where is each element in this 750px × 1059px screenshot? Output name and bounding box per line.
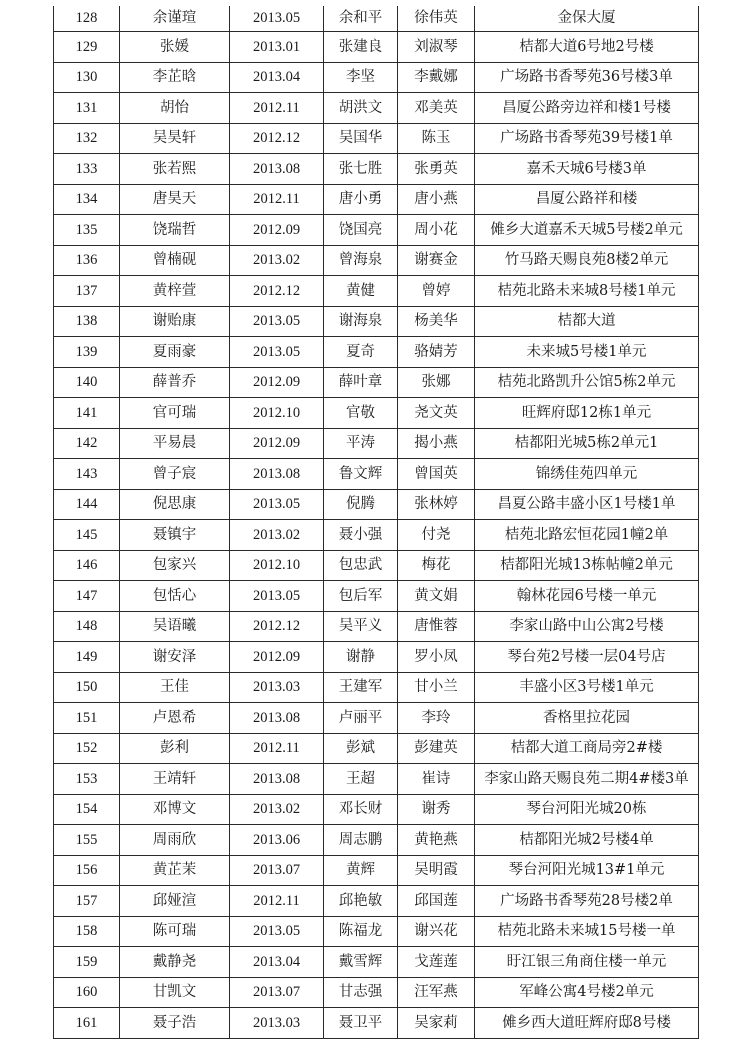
mother-name-cell: 骆婧芳 — [398, 337, 475, 368]
mother-name-cell: 谢秀 — [398, 794, 475, 825]
mother-name-cell: 徐伟英 — [398, 6, 475, 32]
row-number-cell: 148 — [54, 611, 120, 642]
table-row — [54, 306, 699, 337]
mother-name-cell: 李玲 — [398, 703, 475, 734]
child-name-cell: 倪思康 — [120, 489, 230, 520]
row-number-cell: 131 — [54, 93, 120, 124]
mother-name-cell: 甘小兰 — [398, 672, 475, 703]
table-row — [54, 764, 699, 795]
birth-date-cell: 2013.03 — [230, 672, 324, 703]
row-number-cell: 136 — [54, 245, 120, 276]
father-name-cell: 胡洪文 — [324, 93, 398, 124]
row-number-cell: 156 — [54, 855, 120, 886]
father-name-cell: 邓长财 — [324, 794, 398, 825]
row-number-cell: 146 — [54, 550, 120, 581]
row-number-cell: 154 — [54, 794, 120, 825]
mother-name-cell: 揭小燕 — [398, 428, 475, 459]
row-number-cell: 160 — [54, 977, 120, 1008]
father-name-cell: 甘志强 — [324, 977, 398, 1008]
father-name-cell: 张七胜 — [324, 154, 398, 185]
mother-name-cell: 尧文英 — [398, 398, 475, 429]
home-address-cell: 广场路书香琴苑39号楼1单 — [475, 123, 699, 154]
table-row — [54, 215, 699, 246]
row-number-cell: 130 — [54, 62, 120, 93]
father-name-cell: 黄健 — [324, 276, 398, 307]
birth-date-cell: 2013.01 — [230, 32, 324, 63]
birth-date-cell: 2013.08 — [230, 459, 324, 490]
home-address-cell: 昌厦公路旁边祥和楼1号楼 — [475, 93, 699, 124]
birth-date-cell: 2013.05 — [230, 306, 324, 337]
table-row — [54, 398, 699, 429]
father-name-cell: 鲁文辉 — [324, 459, 398, 490]
row-number-cell: 139 — [54, 337, 120, 368]
row-number-cell: 147 — [54, 581, 120, 612]
mother-name-cell: 陈玉 — [398, 123, 475, 154]
birth-date-cell: 2013.08 — [230, 154, 324, 185]
father-name-cell: 平涛 — [324, 428, 398, 459]
birth-date-cell: 2012.12 — [230, 123, 324, 154]
home-address-cell: 傩乡大道嘉禾天城5号楼2单元 — [475, 215, 699, 246]
birth-date-cell: 2013.02 — [230, 794, 324, 825]
father-name-cell: 吴平义 — [324, 611, 398, 642]
child-name-cell: 夏雨豪 — [120, 337, 230, 368]
birth-date-cell: 2012.10 — [230, 550, 324, 581]
row-number-cell: 153 — [54, 764, 120, 795]
father-name-cell: 黄辉 — [324, 855, 398, 886]
home-address-cell: 竹马路天赐良苑8楼2单元 — [475, 245, 699, 276]
home-address-cell: 桔都阳光城2号楼4单 — [475, 825, 699, 856]
birth-date-cell: 2012.09 — [230, 367, 324, 398]
row-number-cell: 159 — [54, 947, 120, 978]
child-name-cell: 周雨欣 — [120, 825, 230, 856]
table-row — [54, 611, 699, 642]
mother-name-cell: 戈莲莲 — [398, 947, 475, 978]
mother-name-cell: 谢赛金 — [398, 245, 475, 276]
row-number-cell: 151 — [54, 703, 120, 734]
row-number-cell: 157 — [54, 886, 120, 917]
table-row — [54, 703, 699, 734]
row-number-cell: 144 — [54, 489, 120, 520]
table-row — [54, 367, 699, 398]
birth-date-cell: 2013.08 — [230, 764, 324, 795]
row-number-cell: 158 — [54, 916, 120, 947]
row-number-cell: 135 — [54, 215, 120, 246]
table-row — [54, 794, 699, 825]
table-row — [54, 581, 699, 612]
row-number-cell: 128 — [54, 6, 120, 32]
home-address-cell: 嘉禾天城6号楼3单 — [475, 154, 699, 185]
child-name-cell: 聂镇宇 — [120, 520, 230, 551]
table-row — [54, 733, 699, 764]
father-name-cell: 谢海泉 — [324, 306, 398, 337]
row-number-cell: 150 — [54, 672, 120, 703]
mother-name-cell: 谢兴花 — [398, 916, 475, 947]
mother-name-cell: 黄文娟 — [398, 581, 475, 612]
birth-date-cell: 2013.03 — [230, 1008, 324, 1039]
table-row — [54, 977, 699, 1008]
mother-name-cell: 彭建英 — [398, 733, 475, 764]
home-address-cell: 翰林花园6号楼一单元 — [475, 581, 699, 612]
birth-date-cell: 2012.09 — [230, 215, 324, 246]
home-address-cell: 桔都阳光城13栋帖幢2单元 — [475, 550, 699, 581]
table-row — [54, 428, 699, 459]
home-address-cell: 桔苑北路未来城8号楼1单元 — [475, 276, 699, 307]
row-number-cell: 133 — [54, 154, 120, 185]
table-row — [54, 550, 699, 581]
birth-date-cell: 2013.05 — [230, 6, 324, 32]
child-name-cell: 戴静尧 — [120, 947, 230, 978]
table-row — [54, 6, 699, 32]
home-address-cell: 桔苑北路凯升公馆5栋2单元 — [475, 367, 699, 398]
home-address-cell: 盱江银三角商住楼一单元 — [475, 947, 699, 978]
father-name-cell: 包后军 — [324, 581, 398, 612]
table-row — [54, 337, 699, 368]
home-address-cell: 昌夏公路丰盛小区1号楼1单 — [475, 489, 699, 520]
father-name-cell: 李坚 — [324, 62, 398, 93]
father-name-cell: 戴雪辉 — [324, 947, 398, 978]
child-name-cell: 余谨瑄 — [120, 6, 230, 32]
home-address-cell: 广场路书香琴苑28号楼2单 — [475, 886, 699, 917]
home-address-cell: 傩乡西大道旺辉府邸8号楼 — [475, 1008, 699, 1039]
table-row — [54, 672, 699, 703]
birth-date-cell: 2012.11 — [230, 886, 324, 917]
child-name-cell: 饶瑞哲 — [120, 215, 230, 246]
child-name-cell: 吴语曦 — [120, 611, 230, 642]
table-row — [54, 459, 699, 490]
child-name-cell: 黄梓萱 — [120, 276, 230, 307]
child-name-cell: 包家兴 — [120, 550, 230, 581]
child-name-cell: 张媛 — [120, 32, 230, 63]
home-address-cell: 李家山路天赐良苑二期4#楼3单 — [475, 764, 699, 795]
child-name-cell: 曾子宸 — [120, 459, 230, 490]
mother-name-cell: 吴明霞 — [398, 855, 475, 886]
child-name-cell: 甘凯文 — [120, 977, 230, 1008]
mother-name-cell: 刘淑琴 — [398, 32, 475, 63]
child-name-cell: 陈可瑞 — [120, 916, 230, 947]
father-name-cell: 夏奇 — [324, 337, 398, 368]
row-number-cell: 140 — [54, 367, 120, 398]
child-name-cell: 邓博文 — [120, 794, 230, 825]
home-address-cell: 桔都阳光城5栋2单元1 — [475, 428, 699, 459]
mother-name-cell: 张林婷 — [398, 489, 475, 520]
roster-body — [54, 6, 699, 1038]
row-number-cell: 138 — [54, 306, 120, 337]
birth-date-cell: 2012.11 — [230, 733, 324, 764]
mother-name-cell: 罗小凤 — [398, 642, 475, 673]
row-number-cell: 149 — [54, 642, 120, 673]
home-address-cell: 李家山路中山公寓2号楼 — [475, 611, 699, 642]
row-number-cell: 134 — [54, 184, 120, 215]
home-address-cell: 琴台河阳光城13#1单元 — [475, 855, 699, 886]
home-address-cell: 旺辉府邸12栋1单元 — [475, 398, 699, 429]
row-number-cell: 137 — [54, 276, 120, 307]
home-address-cell: 广场路书香琴苑36号楼3单 — [475, 62, 699, 93]
father-name-cell: 张建良 — [324, 32, 398, 63]
father-name-cell: 饶国亮 — [324, 215, 398, 246]
mother-name-cell: 周小花 — [398, 215, 475, 246]
child-name-cell: 卢恩希 — [120, 703, 230, 734]
row-number-cell: 155 — [54, 825, 120, 856]
table-row — [54, 62, 699, 93]
birth-date-cell: 2013.07 — [230, 977, 324, 1008]
home-address-cell: 香格里拉花园 — [475, 703, 699, 734]
birth-date-cell: 2013.05 — [230, 916, 324, 947]
table-row — [54, 947, 699, 978]
father-name-cell: 周志鹏 — [324, 825, 398, 856]
table-row — [54, 32, 699, 63]
table-row — [54, 642, 699, 673]
child-name-cell: 平易晨 — [120, 428, 230, 459]
birth-date-cell: 2012.10 — [230, 398, 324, 429]
child-name-cell: 胡怡 — [120, 93, 230, 124]
child-name-cell: 谢贻康 — [120, 306, 230, 337]
mother-name-cell: 张娜 — [398, 367, 475, 398]
child-name-cell: 薛普乔 — [120, 367, 230, 398]
home-address-cell: 桔都大道工商局旁2#楼 — [475, 733, 699, 764]
mother-name-cell: 唐惟蓉 — [398, 611, 475, 642]
child-name-cell: 官可瑞 — [120, 398, 230, 429]
table-row — [54, 520, 699, 551]
mother-name-cell: 汪军燕 — [398, 977, 475, 1008]
birth-date-cell: 2013.06 — [230, 825, 324, 856]
table-row — [54, 489, 699, 520]
birth-date-cell: 2012.09 — [230, 642, 324, 673]
mother-name-cell: 梅花 — [398, 550, 475, 581]
table-row — [54, 1008, 699, 1039]
child-name-cell: 王靖轩 — [120, 764, 230, 795]
mother-name-cell: 付尧 — [398, 520, 475, 551]
birth-date-cell: 2013.04 — [230, 62, 324, 93]
mother-name-cell: 邓美英 — [398, 93, 475, 124]
home-address-cell: 昌厦公路祥和楼 — [475, 184, 699, 215]
home-address-cell: 桔苑北路未来城15号楼一单 — [475, 916, 699, 947]
mother-name-cell: 曾婷 — [398, 276, 475, 307]
home-address-cell: 桔苑北路宏恒花园1幢2单 — [475, 520, 699, 551]
birth-date-cell: 2012.12 — [230, 611, 324, 642]
birth-date-cell: 2013.05 — [230, 581, 324, 612]
father-name-cell: 王建军 — [324, 672, 398, 703]
father-name-cell: 吴国华 — [324, 123, 398, 154]
home-address-cell: 桔都大道6号地2号楼 — [475, 32, 699, 63]
home-address-cell: 琴台河阳光城20栋 — [475, 794, 699, 825]
table-row — [54, 184, 699, 215]
father-name-cell: 谢静 — [324, 642, 398, 673]
row-number-cell: 142 — [54, 428, 120, 459]
row-number-cell: 152 — [54, 733, 120, 764]
table-row — [54, 123, 699, 154]
father-name-cell: 王超 — [324, 764, 398, 795]
birth-date-cell: 2012.09 — [230, 428, 324, 459]
birth-date-cell: 2013.02 — [230, 245, 324, 276]
table-row — [54, 154, 699, 185]
child-name-cell: 黄芷茉 — [120, 855, 230, 886]
birth-date-cell: 2013.07 — [230, 855, 324, 886]
home-address-cell: 桔都大道 — [475, 306, 699, 337]
father-name-cell: 包忠武 — [324, 550, 398, 581]
mother-name-cell: 曾国英 — [398, 459, 475, 490]
birth-date-cell: 2013.08 — [230, 703, 324, 734]
birth-date-cell: 2013.05 — [230, 337, 324, 368]
home-address-cell: 锦绣佳苑四单元 — [475, 459, 699, 490]
child-name-cell: 张若熙 — [120, 154, 230, 185]
birth-date-cell: 2013.02 — [230, 520, 324, 551]
row-number-cell: 129 — [54, 32, 120, 63]
row-number-cell: 143 — [54, 459, 120, 490]
father-name-cell: 邱艳敏 — [324, 886, 398, 917]
table-row — [54, 916, 699, 947]
home-address-cell: 军峰公寓4号楼2单元 — [475, 977, 699, 1008]
row-number-cell: 132 — [54, 123, 120, 154]
child-name-cell: 彭利 — [120, 733, 230, 764]
birth-date-cell: 2012.11 — [230, 184, 324, 215]
child-name-cell: 谢安泽 — [120, 642, 230, 673]
child-name-cell: 邱娅渲 — [120, 886, 230, 917]
home-address-cell: 丰盛小区3号楼1单元 — [475, 672, 699, 703]
father-name-cell: 卢丽平 — [324, 703, 398, 734]
child-name-cell: 聂子浩 — [120, 1008, 230, 1039]
father-name-cell: 聂卫平 — [324, 1008, 398, 1039]
mother-name-cell: 吴家莉 — [398, 1008, 475, 1039]
child-name-cell: 曾楠砚 — [120, 245, 230, 276]
table-row — [54, 93, 699, 124]
mother-name-cell: 黄艳燕 — [398, 825, 475, 856]
father-name-cell: 唐小勇 — [324, 184, 398, 215]
father-name-cell: 薛叶章 — [324, 367, 398, 398]
table-row — [54, 855, 699, 886]
birth-date-cell: 2012.12 — [230, 276, 324, 307]
mother-name-cell: 张勇英 — [398, 154, 475, 185]
child-name-cell: 吴昊轩 — [120, 123, 230, 154]
row-number-cell: 141 — [54, 398, 120, 429]
mother-name-cell: 李戴娜 — [398, 62, 475, 93]
mother-name-cell: 邱国莲 — [398, 886, 475, 917]
row-number-cell: 145 — [54, 520, 120, 551]
father-name-cell: 彭斌 — [324, 733, 398, 764]
table-row — [54, 245, 699, 276]
father-name-cell: 聂小强 — [324, 520, 398, 551]
birth-date-cell: 2012.11 — [230, 93, 324, 124]
table-row — [54, 825, 699, 856]
child-name-cell: 李芷晗 — [120, 62, 230, 93]
mother-name-cell: 杨美华 — [398, 306, 475, 337]
table-row — [54, 886, 699, 917]
father-name-cell: 曾海泉 — [324, 245, 398, 276]
child-name-cell: 王佳 — [120, 672, 230, 703]
father-name-cell: 余和平 — [324, 6, 398, 32]
father-name-cell: 倪腾 — [324, 489, 398, 520]
father-name-cell: 官敬 — [324, 398, 398, 429]
birth-date-cell: 2013.04 — [230, 947, 324, 978]
home-address-cell: 未来城5号楼1单元 — [475, 337, 699, 368]
child-name-cell: 包恬心 — [120, 581, 230, 612]
mother-name-cell: 唐小燕 — [398, 184, 475, 215]
birth-date-cell: 2013.05 — [230, 489, 324, 520]
roster-table — [53, 6, 699, 1039]
row-number-cell: 161 — [54, 1008, 120, 1039]
child-name-cell: 唐昊天 — [120, 184, 230, 215]
home-address-cell: 金保大厦 — [475, 6, 699, 32]
mother-name-cell: 崔诗 — [398, 764, 475, 795]
home-address-cell: 琴台苑2号楼一层04号店 — [475, 642, 699, 673]
father-name-cell: 陈福龙 — [324, 916, 398, 947]
table-row — [54, 276, 699, 307]
